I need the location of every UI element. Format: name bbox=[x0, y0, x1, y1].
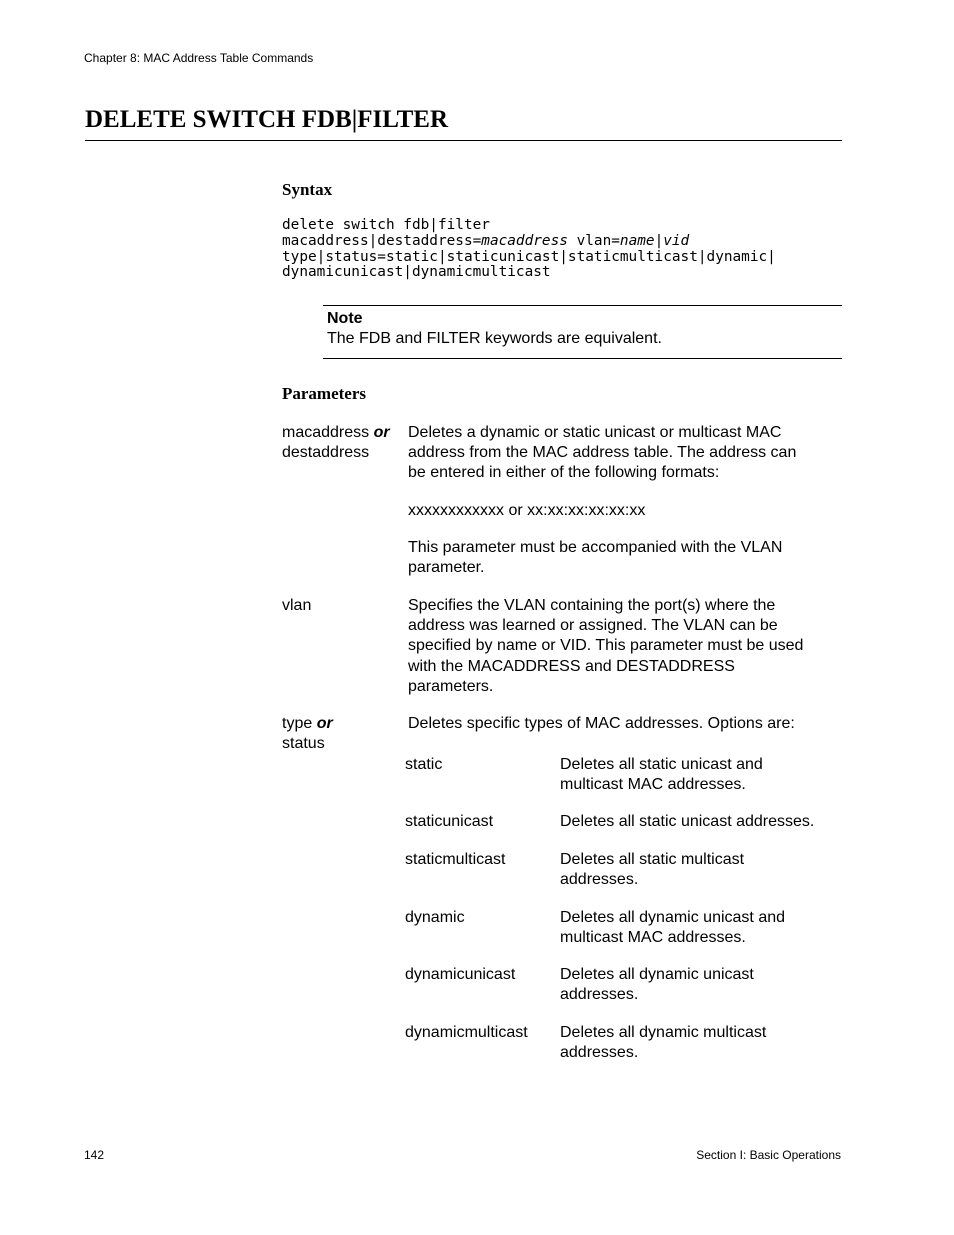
param-name-macaddress bbox=[282, 423, 390, 463]
desc-line: multicast MAC addresses. bbox=[560, 929, 746, 947]
option-desc bbox=[560, 965, 754, 1005]
title-divider bbox=[85, 140, 842, 141]
note-label: Note bbox=[327, 310, 363, 327]
param-desc-macaddress bbox=[408, 423, 796, 484]
footer-section: Section I: Basic Operations bbox=[696, 1148, 841, 1162]
param-desc-type: Deletes specific types of MAC addresses. Options are: bbox=[408, 715, 795, 732]
param-name-part: macaddress bbox=[282, 424, 374, 441]
desc-line: multicast MAC addresses. bbox=[560, 776, 746, 794]
desc-line: Deletes all static unicast and bbox=[560, 756, 763, 773]
chapter-header: Chapter 8: MAC Address Table Commands bbox=[84, 51, 314, 65]
syntax-block bbox=[282, 218, 776, 281]
param-or: or bbox=[316, 715, 333, 732]
desc-line: Deletes all dynamic multicast bbox=[560, 1024, 767, 1041]
syntax-var-sep: | bbox=[654, 232, 664, 249]
syntax-line-2-mid: vlan= bbox=[567, 232, 620, 249]
option-name: staticunicast bbox=[405, 813, 494, 830]
syntax-line-4: dynamicunicast|dynamicmulticast bbox=[282, 264, 551, 281]
desc-line: Deletes all static unicast addresses. bbox=[560, 813, 815, 830]
desc-line: Deletes all dynamic unicast bbox=[560, 966, 754, 983]
parameters-heading: Parameters bbox=[282, 384, 367, 403]
desc-line: with the MACADDRESS and DESTADDRESS bbox=[408, 657, 735, 675]
param-name-type bbox=[282, 714, 333, 754]
mac-formats: xxxxxxxxxxxx or xx:xx:xx:xx:xx:xx bbox=[408, 502, 646, 519]
desc-line: Deletes a dynamic or static unicast or multicast MAC bbox=[408, 424, 782, 441]
page-number: 142 bbox=[84, 1148, 105, 1162]
option-desc bbox=[560, 1023, 766, 1063]
desc-line: Specifies the VLAN containing the port(s) where the bbox=[408, 597, 776, 614]
option-desc bbox=[560, 850, 744, 890]
param-desc-vlan bbox=[408, 596, 803, 697]
desc-line: addresses. bbox=[560, 1044, 639, 1062]
option-name: dynamicunicast bbox=[405, 966, 516, 983]
option-name: staticmulticast bbox=[405, 851, 506, 868]
param-name-part: destaddress bbox=[282, 444, 370, 462]
syntax-var-name: name bbox=[619, 232, 655, 249]
syntax-line-3: type|status=static|staticunicast|staticmulticast|dynamic| bbox=[282, 248, 776, 265]
desc-line: be entered in either of the following formats: bbox=[408, 464, 720, 482]
desc-line: addresses. bbox=[560, 986, 639, 1004]
syntax-line-1: delete switch fdb|filter bbox=[282, 217, 490, 233]
option-desc bbox=[560, 755, 763, 795]
desc-line: specified by name or VID. This parameter must be used bbox=[408, 637, 804, 655]
syntax-line-2-pre: macaddress|destaddress= bbox=[282, 232, 482, 249]
desc-line: Deletes all static multicast bbox=[560, 851, 745, 868]
desc-line: address from the MAC address table. The address can bbox=[408, 444, 797, 462]
param-name-part: type bbox=[282, 715, 317, 732]
desc-line: Deletes all dynamic unicast and bbox=[560, 909, 786, 926]
desc-line: parameters. bbox=[408, 677, 494, 695]
syntax-var-macaddress: macaddress bbox=[481, 232, 568, 249]
syntax-heading: Syntax bbox=[282, 180, 333, 199]
param-desc-macaddress-2 bbox=[408, 538, 782, 578]
option-name: static bbox=[405, 756, 443, 773]
option-desc bbox=[560, 908, 785, 948]
option-name: dynamicmulticast bbox=[405, 1024, 528, 1041]
desc-line: This parameter must be accompanied with the VLAN bbox=[408, 539, 783, 556]
param-name-vlan: vlan bbox=[282, 597, 312, 614]
desc-line: addresses. bbox=[560, 871, 639, 889]
param-name-part: status bbox=[282, 735, 325, 753]
note-box bbox=[323, 305, 842, 359]
desc-line: parameter. bbox=[408, 559, 485, 577]
option-desc bbox=[560, 812, 814, 832]
syntax-var-vid: vid bbox=[663, 232, 690, 249]
desc-line: address was learned or assigned. The VLAN can be bbox=[408, 617, 778, 635]
note-text: The FDB and FILTER keywords are equivalent. bbox=[327, 330, 662, 347]
param-or: or bbox=[373, 424, 390, 441]
page-title: DELETE SWITCH FDB|FILTER bbox=[85, 106, 449, 133]
option-name: dynamic bbox=[405, 909, 465, 926]
